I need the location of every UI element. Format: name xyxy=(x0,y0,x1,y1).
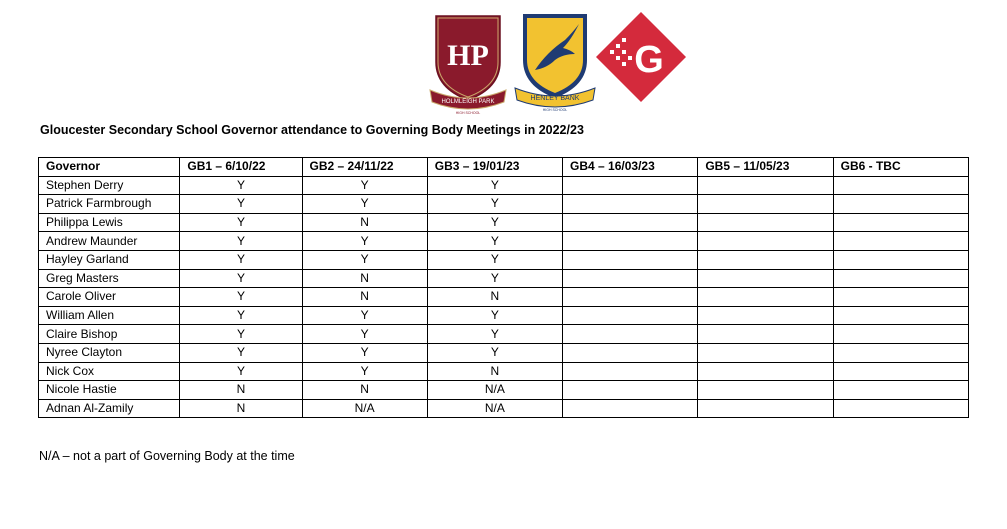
attendance-cell: Y xyxy=(427,306,562,325)
svg-text:HENLEY BANK: HENLEY BANK xyxy=(530,95,580,102)
attendance-cell xyxy=(833,399,968,418)
governor-name-cell: Greg Masters xyxy=(39,269,180,288)
attendance-cell: Y xyxy=(427,269,562,288)
governor-name-cell: Philippa Lewis xyxy=(39,213,180,232)
attendance-cell: N/A xyxy=(427,381,562,400)
attendance-cell xyxy=(563,362,698,381)
attendance-cell xyxy=(698,269,833,288)
attendance-cell xyxy=(833,232,968,251)
attendance-cell xyxy=(698,399,833,418)
attendance-cell: N xyxy=(302,381,427,400)
svg-text:HIGH SCHOOL: HIGH SCHOOL xyxy=(455,111,481,115)
attendance-cell xyxy=(698,325,833,344)
attendance-cell xyxy=(563,213,698,232)
attendance-cell: N/A xyxy=(302,399,427,418)
attendance-cell xyxy=(698,195,833,214)
table-row xyxy=(39,325,969,344)
attendance-cell: Y xyxy=(180,325,302,344)
attendance-cell: N xyxy=(302,213,427,232)
attendance-table xyxy=(38,157,969,418)
svg-text:G: G xyxy=(634,39,664,81)
governor-name-cell: Nick Cox xyxy=(39,362,180,381)
attendance-cell xyxy=(833,288,968,307)
governor-name-cell: Nyree Clayton xyxy=(39,343,180,362)
column-header: GB3 – 19/01/23 xyxy=(427,158,562,177)
governor-name-cell: Stephen Derry xyxy=(39,176,180,195)
attendance-cell xyxy=(833,269,968,288)
logos-header xyxy=(0,0,1007,118)
attendance-cell: Y xyxy=(180,213,302,232)
attendance-cell xyxy=(698,176,833,195)
attendance-cell: N xyxy=(302,288,427,307)
table-row xyxy=(39,306,969,325)
attendance-cell xyxy=(563,195,698,214)
table-row xyxy=(39,362,969,381)
attendance-cell: N xyxy=(180,381,302,400)
table-row xyxy=(39,195,969,214)
attendance-cell: N xyxy=(427,362,562,381)
table-row xyxy=(39,343,969,362)
attendance-cell: Y xyxy=(302,250,427,269)
attendance-cell xyxy=(833,195,968,214)
attendance-cell xyxy=(563,306,698,325)
attendance-cell xyxy=(833,306,968,325)
document-title: Gloucester Secondary School Governor attendance to Governing Body Meetings in 2022/23 xyxy=(40,123,584,137)
attendance-cell: Y xyxy=(302,325,427,344)
attendance-cell: Y xyxy=(302,176,427,195)
attendance-cell: N xyxy=(302,269,427,288)
attendance-cell xyxy=(833,343,968,362)
attendance-cell xyxy=(833,250,968,269)
table-row xyxy=(39,232,969,251)
attendance-cell: Y xyxy=(302,232,427,251)
attendance-cell: Y xyxy=(180,195,302,214)
governor-name-cell: Andrew Maunder xyxy=(39,232,180,251)
governor-name-cell: Claire Bishop xyxy=(39,325,180,344)
governor-name-cell: Carole Oliver xyxy=(39,288,180,307)
table-row xyxy=(39,213,969,232)
attendance-cell xyxy=(698,213,833,232)
attendance-cell xyxy=(698,362,833,381)
henley-bank-logo xyxy=(513,10,597,114)
attendance-cell: Y xyxy=(302,343,427,362)
attendance-cell xyxy=(563,381,698,400)
attendance-cell xyxy=(563,232,698,251)
attendance-cell: Y xyxy=(180,232,302,251)
attendance-cell: Y xyxy=(427,325,562,344)
attendance-cell: Y xyxy=(180,362,302,381)
attendance-cell: Y xyxy=(427,232,562,251)
attendance-cell xyxy=(698,232,833,251)
table-header-row xyxy=(39,158,969,177)
table-row xyxy=(39,176,969,195)
attendance-cell: Y xyxy=(180,288,302,307)
attendance-cell xyxy=(833,325,968,344)
attendance-cell: Y xyxy=(180,343,302,362)
attendance-cell: Y xyxy=(180,306,302,325)
governor-name-cell: Patrick Farmbrough xyxy=(39,195,180,214)
attendance-cell xyxy=(833,381,968,400)
gloucester-g-logo xyxy=(596,12,686,102)
attendance-cell: Y xyxy=(180,250,302,269)
holmleigh-park-logo xyxy=(428,10,508,118)
table-row xyxy=(39,288,969,307)
attendance-cell xyxy=(833,362,968,381)
attendance-cell xyxy=(563,325,698,344)
attendance-cell xyxy=(563,399,698,418)
attendance-cell: N xyxy=(180,399,302,418)
governor-name-cell: Nicole Hastie xyxy=(39,381,180,400)
attendance-cell: Y xyxy=(427,343,562,362)
attendance-cell xyxy=(698,250,833,269)
governor-name-cell: Adnan Al-Zamily xyxy=(39,399,180,418)
column-header: GB2 – 24/11/22 xyxy=(302,158,427,177)
attendance-cell: Y xyxy=(302,362,427,381)
attendance-cell: Y xyxy=(427,250,562,269)
footnote: N/A – not a part of Governing Body at the time xyxy=(39,449,295,463)
attendance-cell: Y xyxy=(427,176,562,195)
attendance-cell xyxy=(563,343,698,362)
attendance-cell xyxy=(563,250,698,269)
attendance-cell: Y xyxy=(180,176,302,195)
attendance-cell xyxy=(563,176,698,195)
attendance-cell xyxy=(563,288,698,307)
attendance-cell: N/A xyxy=(427,399,562,418)
table-body xyxy=(39,176,969,418)
attendance-cell xyxy=(698,343,833,362)
svg-text:HIGH SCHOOL: HIGH SCHOOL xyxy=(542,108,568,112)
attendance-cell xyxy=(698,288,833,307)
table-row xyxy=(39,381,969,400)
attendance-cell xyxy=(833,213,968,232)
attendance-cell xyxy=(698,381,833,400)
governor-name-cell: Hayley Garland xyxy=(39,250,180,269)
column-header: GB6 - TBC xyxy=(833,158,968,177)
column-header: GB1 – 6/10/22 xyxy=(180,158,302,177)
attendance-cell: Y xyxy=(302,195,427,214)
table-row xyxy=(39,269,969,288)
attendance-cell xyxy=(833,176,968,195)
attendance-cell: Y xyxy=(302,306,427,325)
attendance-cell xyxy=(563,269,698,288)
table-row xyxy=(39,250,969,269)
svg-text:HP: HP xyxy=(447,39,489,72)
column-header: Governor xyxy=(39,158,180,177)
attendance-cell: Y xyxy=(427,195,562,214)
table-row xyxy=(39,399,969,418)
attendance-cell xyxy=(698,306,833,325)
governor-name-cell: William Allen xyxy=(39,306,180,325)
attendance-cell: N xyxy=(427,288,562,307)
attendance-cell: Y xyxy=(427,213,562,232)
column-header: GB4 – 16/03/23 xyxy=(563,158,698,177)
attendance-cell: Y xyxy=(180,269,302,288)
svg-text:HOLMLEIGH PARK: HOLMLEIGH PARK xyxy=(441,99,495,105)
column-header: GB5 – 11/05/23 xyxy=(698,158,833,177)
